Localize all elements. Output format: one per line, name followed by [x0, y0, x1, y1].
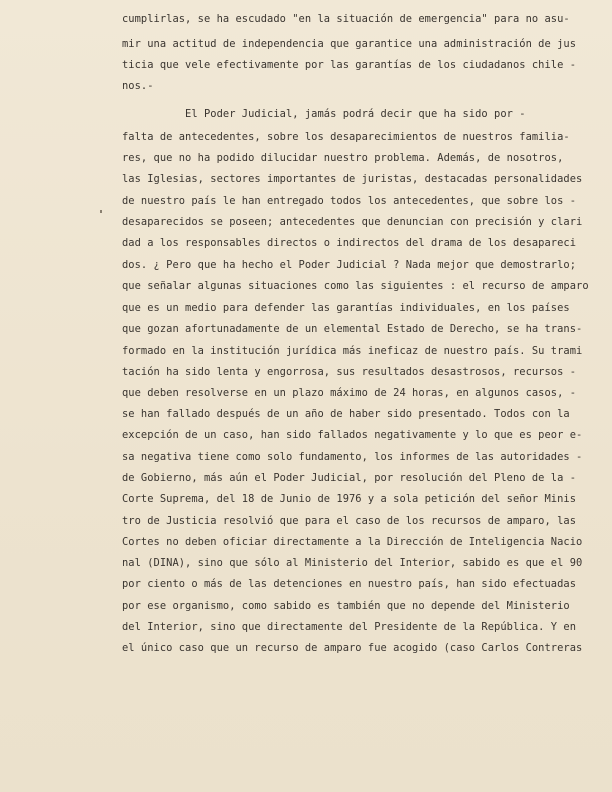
text-line: falta de antecedentes, sobre los desaparecimientos de nuestros familia-: [122, 131, 570, 143]
text-line: mir una actitud de independencia que garantice una administración de jus: [122, 38, 577, 50]
text-line: que gozan afortunadamente de un elemental Estado de Derecho, se ha trans-: [122, 323, 583, 335]
text-line: por ese organismo, como sabido es también que no depende del Ministerio: [122, 600, 570, 612]
text-line: dos. ¿ Pero que ha hecho el Poder Judicial ? Nada mejor que demostrarlo;: [122, 259, 577, 271]
text-line: del Interior, sino que directamente del Presidente de la República. Y en: [122, 621, 577, 633]
text-line: sa negativa tiene como solo fundamento, los informes de las autoridades -: [122, 451, 583, 463]
text-line: formado en la institución jurídica más ineficaz de nuestro país. Su trami: [122, 345, 583, 357]
text-line: que es un medio para defender las garantías individuales, en los países: [122, 302, 570, 314]
text-line: de nuestro país le han entregado todos los antecedentes, que sobre los -: [122, 195, 577, 207]
text-line: que señalar algunas situaciones como las siguientes : el recurso de amparo: [122, 280, 589, 292]
text-line: nos.-: [122, 80, 154, 92]
text-line: res, que no ha podido dilucidar nuestro problema. Además, de nosotros,: [122, 152, 564, 164]
text-line: cumplirlas, se ha escudado "en la situación de emergencia" para no asu-: [122, 13, 570, 25]
text-line: Cortes no deben oficiar directamente a la Dirección de Inteligencia Nacio: [122, 536, 583, 548]
text-line: las Iglesias, sectores importantes de juristas, destacadas personalidades: [122, 173, 583, 185]
text-line: que deben resolverse en un plazo máximo de 24 horas, en algunos casos, -: [122, 387, 577, 399]
text-line: excepción de un caso, han sido fallados negativamente y lo que es peor e-: [122, 429, 583, 441]
text-line: nal (DINA), sino que sólo al Ministerio del Interior, sabido es que el 90: [122, 557, 583, 569]
text-line: tación ha sido lenta y engorrosa, sus resultados desastrosos, recursos -: [122, 366, 577, 378]
paper-speck: [100, 210, 102, 213]
text-line: tro de Justicia resolvió que para el caso de los recursos de amparo, las: [122, 515, 577, 527]
text-line: de Gobierno, más aún el Poder Judicial, por resolución del Pleno de la -: [122, 472, 577, 484]
text-line: desaparecidos se poseen; antecedentes que denuncian con precisión y clari: [122, 216, 583, 228]
text-line: ticia que vele efectivamente por las garantías de los ciudadanos chile -: [122, 59, 577, 71]
text-line: se han fallado después de un año de haber sido presentado. Todos con la: [122, 408, 570, 420]
text-line: por ciento o más de las detenciones en nuestro país, han sido efectuadas: [122, 578, 577, 590]
text-line: El Poder Judicial, jamás podrá decir que ha sido por -: [122, 108, 526, 120]
text-line: dad a los responsables directos o indirectos del drama de los desapareci: [122, 237, 577, 249]
text-line: el único caso que un recurso de amparo fue acogido (caso Carlos Contreras: [122, 642, 583, 654]
text-line: Corte Suprema, del 18 de Junio de 1976 y a sola petición del señor Minis: [122, 493, 577, 505]
